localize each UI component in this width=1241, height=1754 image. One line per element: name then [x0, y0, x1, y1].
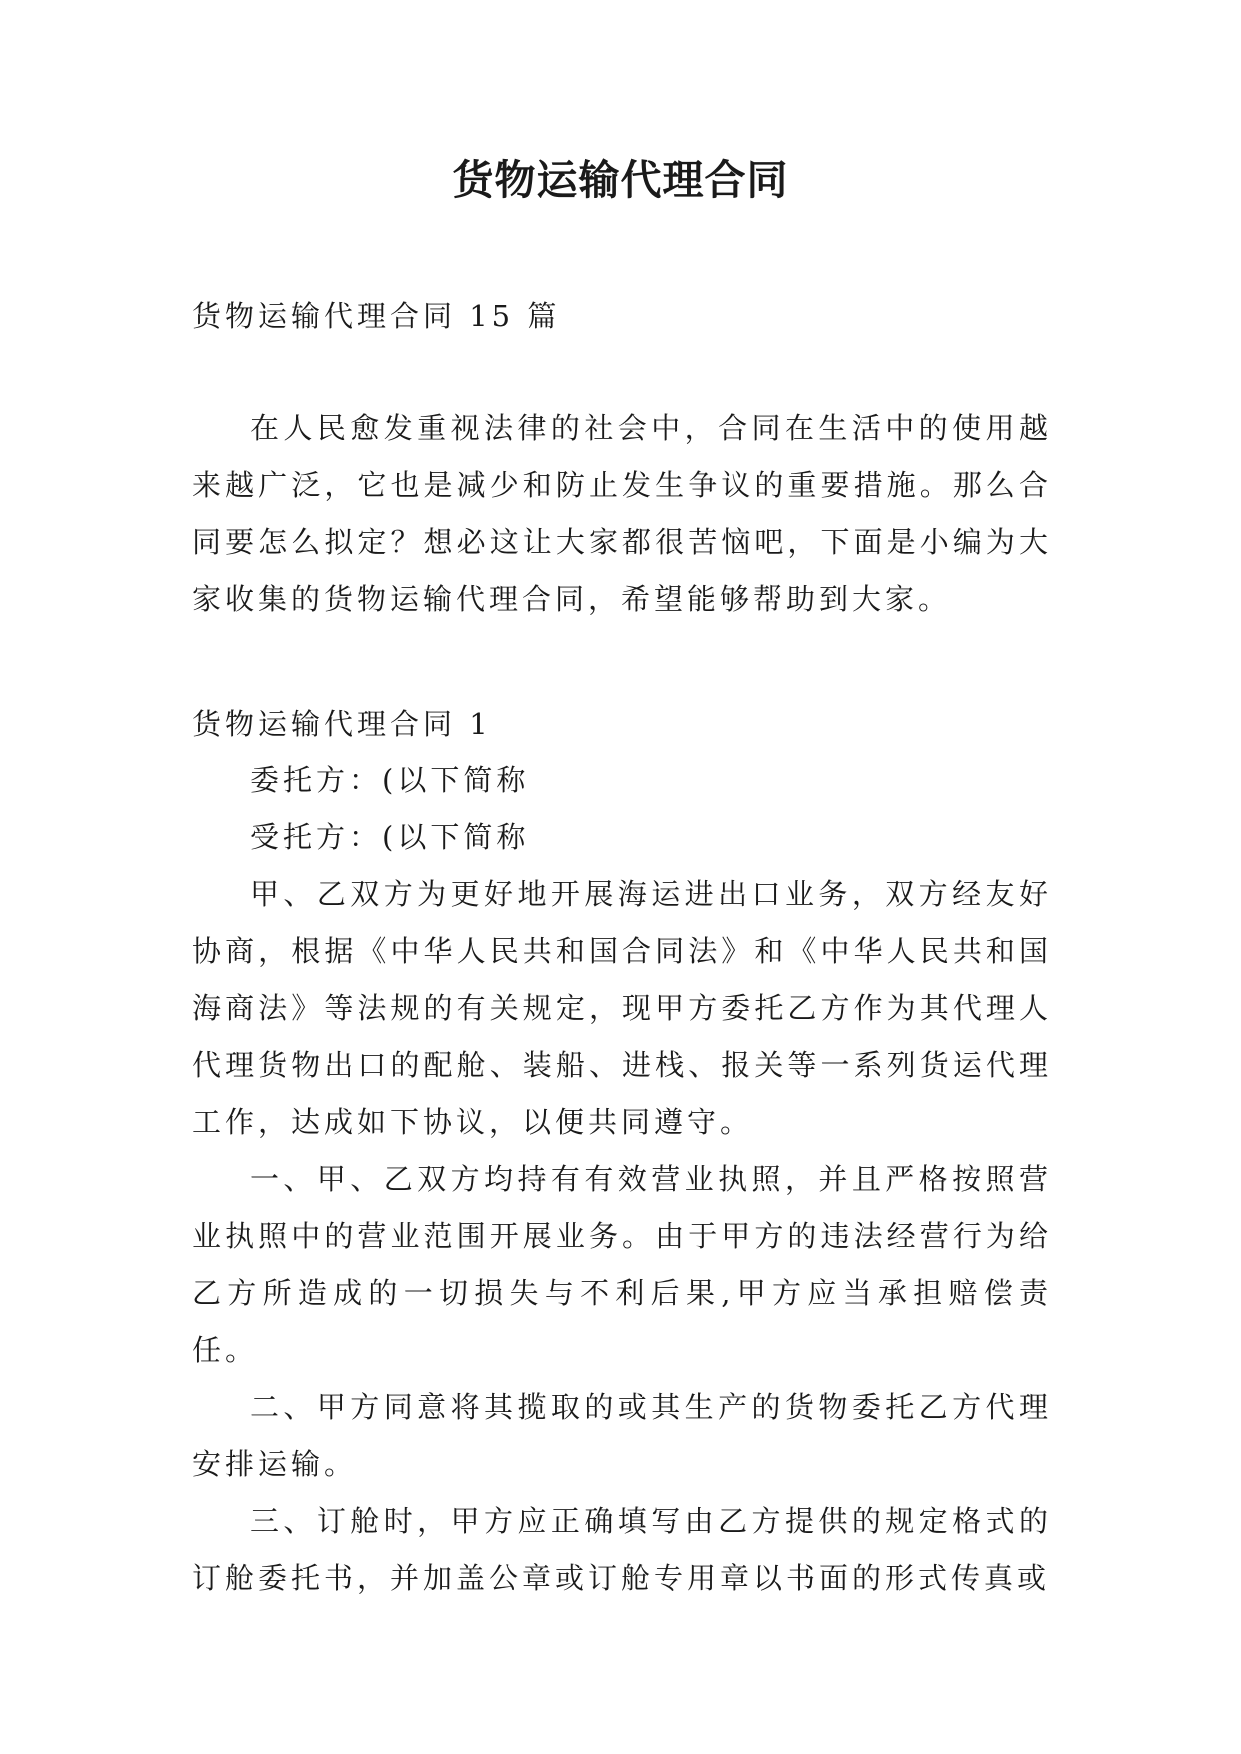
document-title: 货物运输代理合同: [452, 156, 789, 204]
principal-line: 委托方：(以下简称: [250, 763, 530, 797]
clause-3: 三、订舱时，甲方应正确填写由乙方提供的规定格式的订舱委托书，并加盖公章或订舱专用章以书面的形式传真或: [192, 1504, 1052, 1595]
intro-paragraph: 在人民愈发重视法律的社会中，合同在生活中的使用越来越广泛，它也是减少和防止发生争议的重要措施。那么合同要怎么拟定？想必这让大家都很苦恼吧，下面是小编为大家收集的货物运输代理合同，希望能够帮助到大家。: [192, 411, 1052, 616]
contract-clauses: [192, 752, 1052, 1607]
document-subtitle: 货物运输代理合同 15 篇: [192, 299, 561, 333]
clause-1: 一、甲、乙双方均持有有效营业执照，并且严格按照营业执照中的营业范围开展业务。由于甲方的违法经营行为给乙方所造成的一切损失与不利后果,甲方应当承担赔偿责任。: [192, 1162, 1052, 1367]
section-heading: 货物运输代理合同 1: [192, 707, 492, 741]
clause-2: 二、甲方同意将其揽取的或其生产的货物委托乙方代理安排运输。: [192, 1390, 1052, 1481]
preamble-paragraph: 甲、乙双方为更好地开展海运进出口业务，双方经友好协商，根据《中华人民共和国合同法》和《中华人民共和国海商法》等法规的有关规定，现甲方委托乙方作为其代理人代理货物出口的配舱、装船、进栈、报关等一系列货运代理工作，达成如下协议，以便共同遵守。: [192, 877, 1052, 1139]
agent-line: 受托方：(以下简称: [250, 820, 530, 854]
